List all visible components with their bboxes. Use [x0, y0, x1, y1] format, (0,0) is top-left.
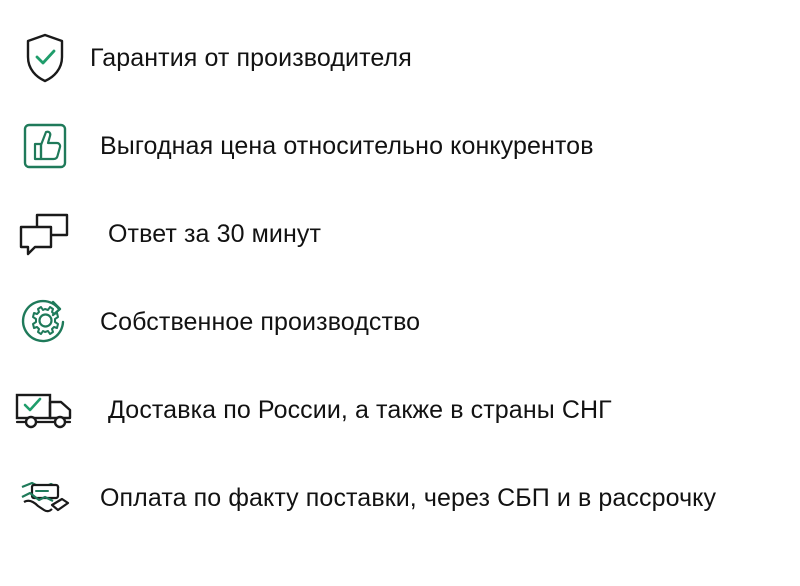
list-item [0, 278, 800, 366]
benefit-label: Гарантия от производителя [90, 44, 412, 72]
benefit-label: Собственное производство [100, 308, 421, 336]
benefit-label: Выгодная цена относительно конкурентов [100, 132, 594, 160]
benefit-label: Доставка по России, а также в страны СНГ [108, 396, 612, 424]
list-item [0, 190, 800, 278]
list-item [0, 454, 800, 542]
thumbs-up-icon [10, 121, 80, 171]
shield-check-icon [10, 32, 80, 84]
list-item [0, 102, 800, 190]
list-item [0, 366, 800, 454]
benefit-label: Оплата по факту поставки, через СБП и в рассрочку [100, 484, 717, 512]
delivery-truck-icon [10, 387, 80, 433]
benefit-label: Ответ за 30 минут [108, 220, 322, 248]
list-item [0, 14, 800, 102]
payment-handshake-icon [10, 475, 80, 521]
gear-cycle-icon [10, 296, 80, 348]
chat-bubbles-icon [10, 211, 80, 257]
